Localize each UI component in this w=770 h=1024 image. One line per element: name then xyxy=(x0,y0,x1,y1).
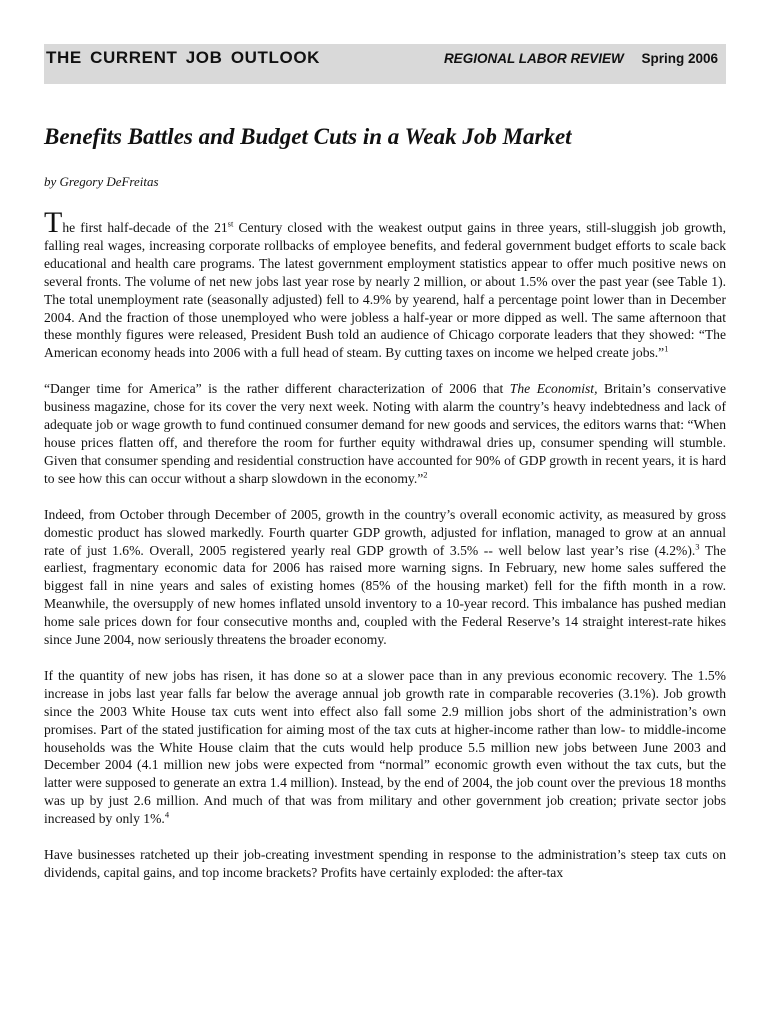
paragraph-4 xyxy=(44,667,726,828)
paragraph-5 xyxy=(44,846,726,882)
article-body xyxy=(44,206,727,900)
p2-publication-italic: The Economist, xyxy=(509,381,598,397)
p1-text-b: Century closed with the weakest output gains in three years, still-sluggish job growth, falling real wages, increasing corporate rollbacks of employee benefits, and federal government budget efforts to scale back educational and health care programs. The latest government employment statistics appear to offer much positive news on several fronts. The volume of net new jobs last year rose by nearly 2 million, or about 1.5% over the past year (see Table 1). The total unemployment rate (seasonally adjusted) fell to 4.9% by yearend, half a percentage point lower than in December 2004. And the fraction of those unemployed who were jobless a half-year or more dipped as well. The same afternoon that these monthly figures were released, President Bush told an audience of Chicago corporate leaders that they showed: “The American economy heads into 2006 with a full head of steam. By cutting taxes on income we helped create jobs.” xyxy=(44,220,726,361)
paragraph-2 xyxy=(44,380,726,487)
article-title: Benefits Battles and Budget Cuts in a Weak Job Market xyxy=(44,124,572,149)
issue-date: Spring 2006 xyxy=(641,51,718,66)
paragraph-1 xyxy=(44,206,726,362)
drop-cap: T xyxy=(44,206,63,239)
p1-text-a: he first half-decade of the 21 xyxy=(62,220,228,235)
byline: by Gregory DeFreitas xyxy=(44,174,159,189)
p3-text-a: Indeed, from October through December of 2005, growth in the country’s overall economic activity, as measured by gross domestic product has slowed markedly. Fourth quarter GDP growth, adjusted for inflation, managed to grow at an annual rate of just 1.6%. Overall, 2005 registered yearly real GDP growth of 3.5% -- well below last year’s rise (4.2%). xyxy=(44,506,726,558)
p2-text-b: Britain’s conservative business magazine, chose for its cover the very next week. Noting with alarm the country’s heavy indebtedness and lack of adequate job or wage growth to fund continued consumer demand for new goods and services, the editors warns that: “When house prices flatten off, and therefore the room for further equity withdrawal dries up, consumer spending will stumble. Given that consumer spending and residential construction have accounted for 90% of GDP growth in recent years, it is hard to see how this can occur without a sharp slowdown in the economy.” xyxy=(44,381,727,486)
p3-text-b: The earliest, fragmentary economic data for 2006 has raised more warning signs. In February, new home sales suffered the biggest fall in nine years and sales of existing homes (85% of the housing market) fell for the fifth month in a row. Meanwhile, the oversupply of new homes inflated unsold inventory to a 10-year record. This imbalance has pushed median home sale prices down for four consecutive months and, coupled with the Federal Reserve’s 14 straight interest-rate hikes since June 2004, now seriously threatens the broader economy. xyxy=(44,542,726,648)
footnote-ref-3: 3 xyxy=(695,540,700,551)
footnote-ref-4: 4 xyxy=(164,809,170,820)
p4-text-a: If the quantity of new jobs has risen, it has done so at a slower pace than in any previous economic recovery. The 1.5% increase in jobs last year falls far below the average annual job growth rate in comparable recoveries (3.1%). Job growth since the 2003 White House tax cuts went into effect also fall some 2.9 million jobs short of the administration’s own promises. Part of the stated justification for aiming most of the tax cuts at higher-income rather than low- to middle-income households was the White House claim that the cuts would help produce 5.5 million new jobs between June 2003 and December 2004 (4.1 million new jobs were expected from “normal” economic growth even without the tax cuts, but the latter were supposed to generate an extra 1.4 million). Instead, by the end of 2004, the job count over the previous 18 months was up by just 2.6 million. And much of that was from military and other government job creation; private sector jobs increased by only 1%. xyxy=(44,667,726,827)
p5-text-a: Have businesses ratcheted up their job-creating investment spending in response to the administration’s steep tax cuts on dividends, capital gains, and top income brackets? Profits have certainly exploded: the after-tax xyxy=(44,847,726,880)
header-bar xyxy=(44,44,726,84)
section-heading: THE CURRENT JOB OUTLOOK xyxy=(46,48,321,67)
footnote-ref-1: 1 xyxy=(664,343,669,354)
footnote-ref-2: 2 xyxy=(423,469,428,480)
header-right xyxy=(444,51,718,66)
p2-text-a: “Danger time for America” is the rather different characterization of 2006 that xyxy=(44,381,510,397)
footnote-ordinal: st xyxy=(227,218,234,229)
publication-name: REGIONAL LABOR REVIEW xyxy=(443,51,624,66)
paragraph-3 xyxy=(44,506,726,649)
